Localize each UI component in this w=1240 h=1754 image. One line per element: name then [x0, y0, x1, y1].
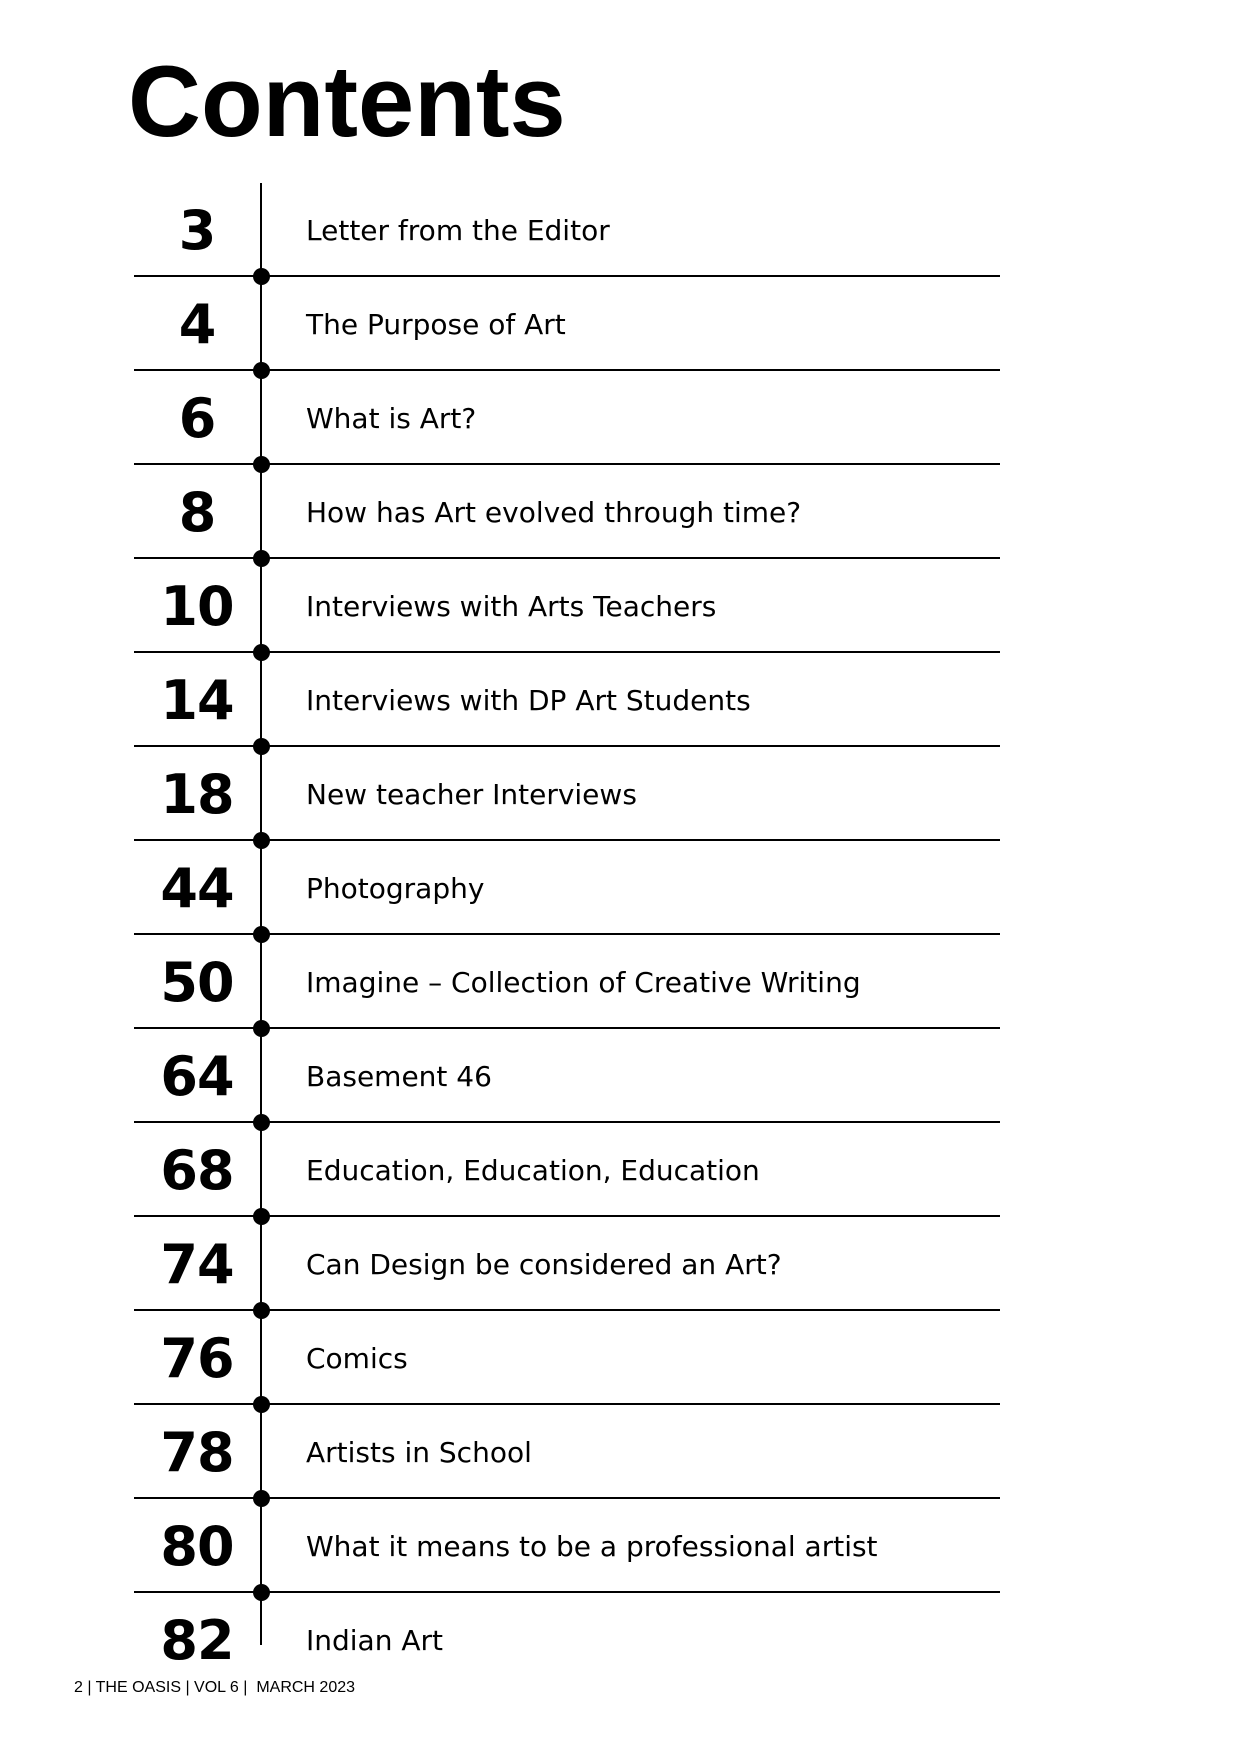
toc-entry[interactable]: [134, 1405, 1000, 1499]
toc-entry[interactable]: [134, 935, 1000, 1029]
toc-page-number: 4: [178, 292, 216, 356]
toc-entry[interactable]: [134, 1311, 1000, 1405]
toc-entry-title: What is Art?: [306, 401, 477, 435]
toc-page-number: 14: [160, 668, 234, 732]
table-of-contents: [134, 183, 1000, 1672]
toc-page-number: 6: [178, 386, 216, 450]
toc-entry[interactable]: [134, 747, 1000, 841]
toc-page-number: 10: [160, 574, 234, 638]
toc-page-number: 80: [160, 1514, 234, 1578]
toc-entry-title: Basement 46: [306, 1059, 492, 1093]
toc-page-number: 3: [178, 198, 216, 262]
toc-entry[interactable]: [134, 841, 1000, 935]
toc-entry-title: Interviews with Arts Teachers: [306, 589, 717, 623]
toc-entry[interactable]: [134, 1123, 1000, 1217]
toc-entry[interactable]: [134, 371, 1000, 465]
toc-entry-title: Comics: [306, 1341, 408, 1375]
page-title: Contents: [128, 46, 566, 158]
toc-entry-title: New teacher Interviews: [306, 777, 637, 811]
toc-entry[interactable]: [134, 1217, 1000, 1311]
toc-entry-title: The Purpose of Art: [306, 307, 566, 341]
toc-page-number: 44: [160, 856, 234, 920]
toc-entry[interactable]: [134, 1499, 1000, 1593]
toc-entry[interactable]: [134, 1593, 1000, 1687]
toc-page-number: 76: [160, 1326, 234, 1390]
toc-page-number: 78: [160, 1420, 234, 1484]
toc-page-number: 50: [160, 950, 234, 1014]
page-footer: 2 | THE OASIS | VOL 6 | MARCH 2023: [74, 1679, 356, 1696]
toc-page-number: 82: [160, 1608, 234, 1672]
toc-entry-title: Education, Education, Education: [306, 1153, 760, 1187]
toc-page-number: 8: [178, 480, 216, 544]
toc-entry-title: Photography: [306, 871, 485, 905]
toc-entry-title: Indian Art: [306, 1623, 444, 1657]
toc-entry-title: Can Design be considered an Art?: [306, 1247, 782, 1281]
toc-entry-title: Letter from the Editor: [306, 213, 610, 247]
toc-page-number: 74: [160, 1232, 234, 1296]
toc-entry-title: Interviews with DP Art Students: [306, 683, 751, 717]
toc-entry[interactable]: [134, 277, 1000, 371]
toc-entry[interactable]: [134, 559, 1000, 653]
toc-entry-title: How has Art evolved through time?: [306, 495, 802, 529]
toc-entry[interactable]: [134, 183, 1000, 277]
toc-entry[interactable]: [134, 653, 1000, 747]
toc-page-number: 18: [160, 762, 234, 826]
toc-entry[interactable]: [134, 465, 1000, 559]
toc-page-number: 64: [160, 1044, 234, 1108]
toc-entry-title: Imagine – Collection of Creative Writing: [306, 965, 861, 999]
toc-entry-title: What it means to be a professional artist: [306, 1529, 878, 1563]
toc-page-number: 68: [160, 1138, 234, 1202]
toc-entry-title: Artists in School: [306, 1435, 532, 1469]
toc-entry[interactable]: [134, 1029, 1000, 1123]
